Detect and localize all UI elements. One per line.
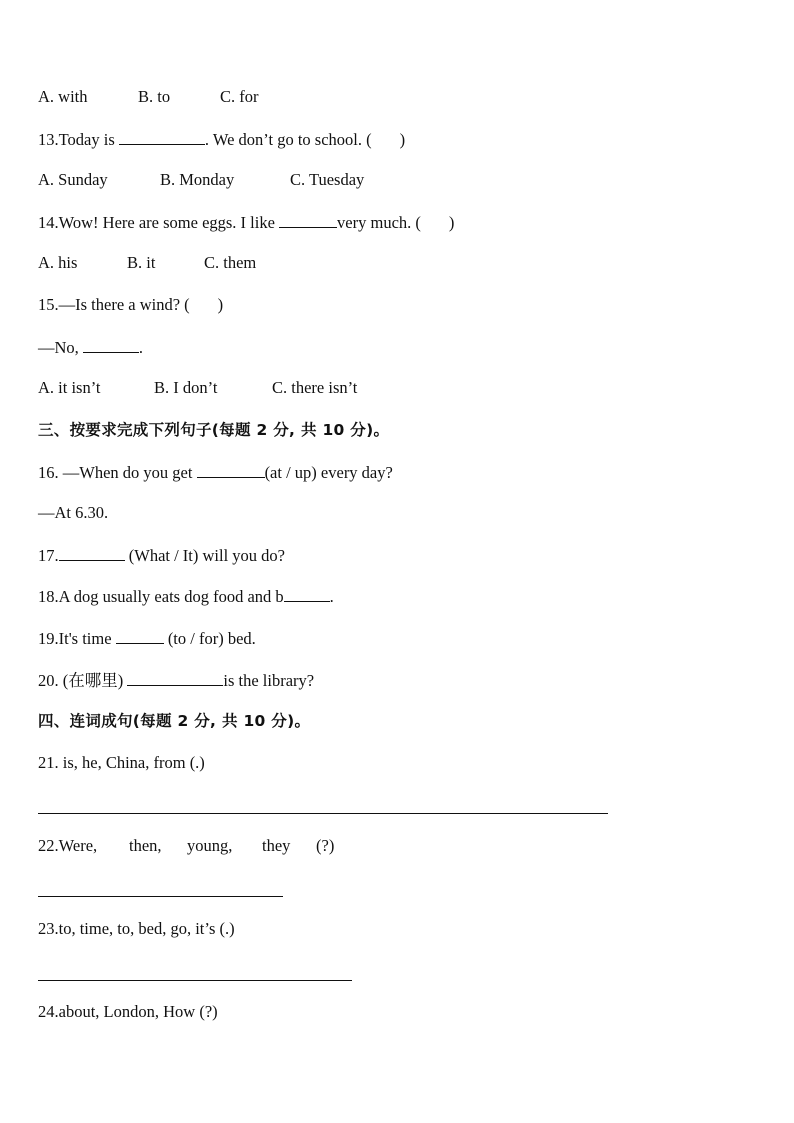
q15-option-c: C. there isn’t [272,378,358,397]
q15-answer-prefix: —No, [38,338,79,357]
q15-question-text: 15.—Is there a wind? ( [38,295,190,314]
q19-question [38,628,256,649]
q24-question: 24.about, London, How (?) [38,1002,218,1021]
q18-blank[interactable] [284,586,330,602]
q12-option-c: C. for [220,87,259,106]
q15-blank[interactable] [83,337,139,353]
q16-blank[interactable] [197,462,265,478]
q23-question: 23.to, time, to, bed, go, it’s (.) [38,919,235,938]
q13-option-c: C. Tuesday [290,170,365,189]
q23-answer-line[interactable] [38,980,352,981]
q14-suffix: ) [448,213,455,232]
q20-blank[interactable] [127,670,223,686]
q13-suffix: ) [399,130,406,149]
q13-middle: . We don’t go to school. ( [204,130,372,149]
q14-options [38,253,256,273]
section4-heading: 四、连词成句(每题 2 分, 共 10 分)。 [38,712,311,730]
q22-word-1: 22.Were, [38,836,98,855]
q15-option-b: B. I don’t [154,378,218,397]
q15-answer [38,337,143,358]
q15-question-end: ) [217,295,224,314]
q17-question [38,545,285,566]
q17-suffix: (What / It) will you do? [128,546,286,565]
q19-prefix: 19.It's time [38,629,112,648]
q14-prefix: 14.Wow! Here are some eggs. I like [38,213,275,232]
q22-word-5: (?) [316,836,335,855]
q14-blank[interactable] [279,212,337,228]
q14-option-c: C. them [204,253,257,272]
q16-suffix: (at / up) every day? [264,463,393,482]
q12-options [38,87,259,107]
q21-question: 21. is, he, China, from (.) [38,753,205,772]
q16-question [38,462,393,483]
q19-suffix: (to / for) bed. [167,629,256,648]
section3-heading: 三、按要求完成下列句子(每题 2 分, 共 10 分)。 [38,421,390,439]
q15-options [38,378,357,398]
q16-prefix: 16. —When do you get [38,463,193,482]
q22-word-2: then, [129,836,162,855]
q14-option-a: A. his [38,253,78,272]
q12-option-a: A. with [38,87,88,106]
q15-question [38,295,223,315]
q12-option-b: B. to [138,87,171,106]
q13-prefix: 13.Today is [38,130,115,149]
q20-suffix: is the library? [223,671,315,690]
q22-question [38,836,334,856]
q17-prefix: 17. [38,546,59,565]
q15-answer-suffix: . [138,338,144,357]
q14-middle: very much. ( [337,213,421,232]
q18-prefix: 18.A dog usually eats dog food and b [38,587,284,606]
q13-question [38,129,405,150]
q22-word-4: they [262,836,291,855]
q21-answer-line[interactable] [38,813,608,814]
q18-suffix: . [329,587,334,606]
q22-word-3: young, [187,836,233,855]
q13-option-b: B. Monday [160,170,235,189]
q18-question [38,586,334,607]
q14-question [38,212,454,233]
q14-option-b: B. it [127,253,156,272]
q19-blank[interactable] [116,628,164,644]
q13-option-a: A. Sunday [38,170,108,189]
q13-blank[interactable] [119,129,205,145]
q20-prefix: 20. (在哪里) [38,671,124,690]
q16-answer: —At 6.30. [38,503,109,522]
q13-options [38,170,364,190]
q22-answer-line[interactable] [38,896,283,897]
q20-question [38,670,314,691]
q15-option-a: A. it isn’t [38,378,101,397]
q17-blank[interactable] [59,545,125,561]
